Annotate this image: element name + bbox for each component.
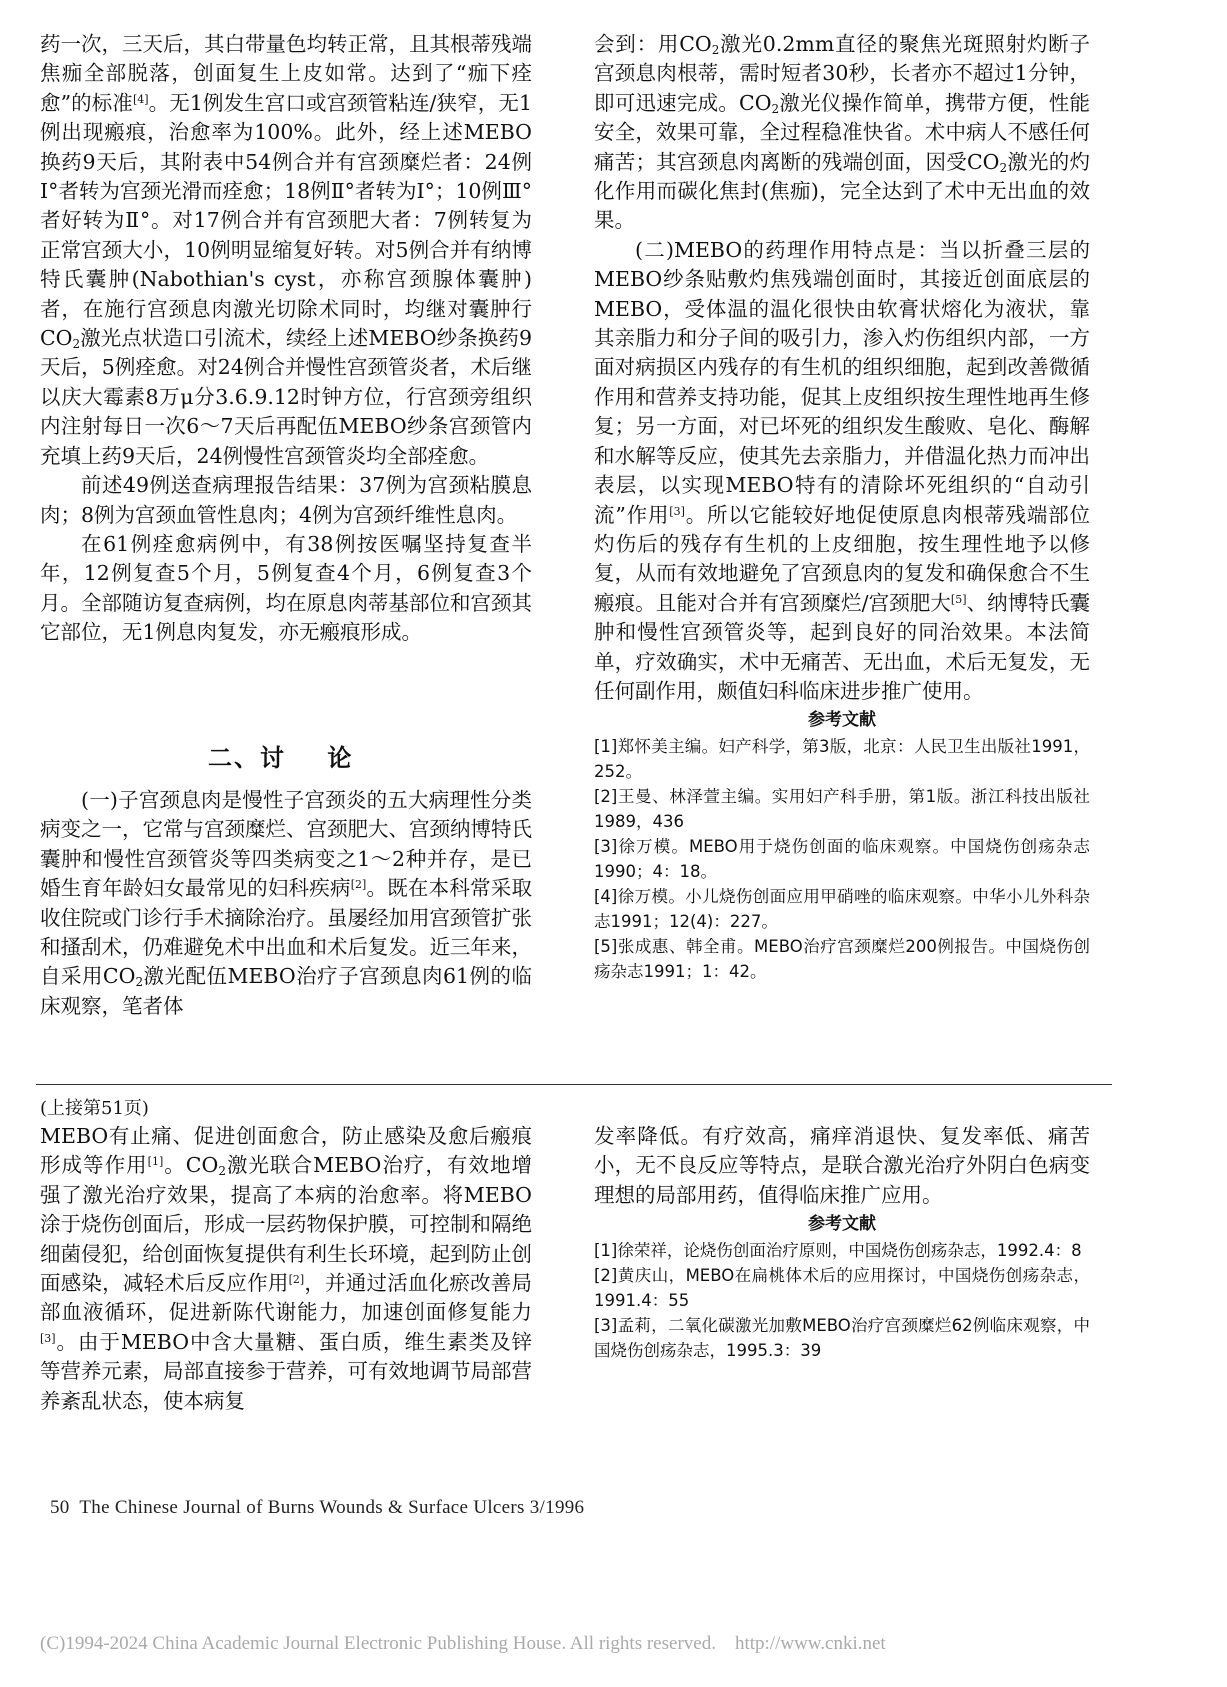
page-footer: 50 The Chinese Journal of Burns Wounds & Surface Ulcers 3/1996	[50, 1497, 585, 1518]
copyright-watermark: (C)1994-2024 China Academic Journal Electronic Publishing House. All rights reserved. http://www.cnki.net	[40, 1633, 886, 1654]
upper-right-column	[594, 30, 1090, 984]
paragraph: 药一次，三天后，其白带量色均转正常，且其根蒂残端焦痂全部脱落，创面复生上皮如常。达到了“痂下痊愈”的标准[4]。无1例发生宫口或宫颈管粘连/狭窄，无1例出现瘢痕，治愈率为100%。此外，经上述MEBO换药9天后，其附表中54例合并有宫颈糜烂者：24例Ⅰ°者转为宫颈光滑而痊愈；18例Ⅱ°者转为Ⅰ°；10例Ⅲ°者好转为Ⅱ°。对17例合并有宫颈肥大者：7例转复为正常宫颈大小，10例明显缩复好转。对5例合并有纳博特氏囊肿(Nabothian's cyst，亦称宫颈腺体囊肿)者，在施行宫颈息肉激光切除术同时，均继对囊肿行$CO_2$激光点状造口引流术，续经上述MEBO纱条换药9天后，5例痊愈。对24例合并慢性宫颈管炎者，术后继以庆大霉素8万μ分3.6.9.12时钟方位，行宫颈旁组织内注射每日一次6～7天后再配伍MEBO纱条宫颈管内充填上药9天后，24例慢性宫颈管炎均全部痊愈。	[40, 32, 532, 468]
section-heading: 二、讨 论	[208, 744, 354, 772]
reference-item: [1]郑怀美主编。妇产科学，第3版，北京：人民卫生出版社1991，252。	[594, 737, 1090, 782]
upper-left-column-discussion	[40, 786, 532, 1021]
upper-left-column	[40, 30, 532, 648]
reference-item: [1]徐荣祥，论烧伤创面治疗原则，中国烧伤创疡杂志，1992.4：8	[594, 1241, 1082, 1261]
continued-from-label: (上接第51页)	[40, 1098, 149, 1119]
paragraph: (二)MEBO的药理作用特点是：当以折叠三层的MEBO纱条贴敷灼焦残端创面时，其接近创面底层的MEBO，受体温的温化很快由软膏状熔化为液状，靠其亲脂力和分子间的吸引力，渗入灼伤组织内部，一方面对病损区内残存的有生机的组织细胞，起到改善微循作用和营养支持功能，促其上皮组织按生理性地再生修复；另一方面，对已坏死的组织发生酸败、皂化、酶解和水解等反应，使其先去亲脂力，并借温化热力而冲出表层，以实现MEBO特有的清除坏死组织的“自动引流”作用[3]。所以它能较好地促使原息肉根蒂残端部位灼伤后的残存有生机的上皮细胞，按生理性地予以修复，从而有效地避免了宫颈息肉的复发和确保愈合不生瘢痕。且能对合并有宫颈糜烂/宫颈肥大[5]、纳博特氏囊肿和慢性宫颈管炎等，起到良好的同治效果。本法简单，疗效确实，术中无痛苦、无出血，术后无复发，无任何副作用，颇值妇科临床进步推广使用。	[594, 237, 1091, 703]
paragraph: 会到：用$CO_2$激光0.2mm直径的聚焦光斑照射灼断子宫颈息肉根蒂，需时短者30秒，长者亦不超过1分钟，即可迅速完成。$CO_2$激光仪操作简单，携带方便，性能安全，效果可靠，全过程稳准快省。术中病人不感任何痛苦；其宫颈息肉离断的残端创面，因受$CO_2$激光的灼化作用而碳化焦封(焦痂)，完全达到了术中无出血的效果。	[594, 32, 1090, 233]
reference-item: [5]张成惠、韩全甫。MEBO治疗宫颈糜烂200例报告。中国烧伤创疡杂志1991；1：42。	[594, 937, 1090, 982]
reference-item: [3]徐万模。MEBO用于烧伤创面的临床观察。中国烧伤创疡杂志1990；4：18。	[594, 837, 1090, 882]
reference-item: [2]王曼、林泽萱主编。实用妇产科手册，第1版。浙江科技出版社1989，436	[594, 787, 1090, 832]
reference-item: [2]黄庆山，MEBO在扁桃体术后的应用探讨，中国烧伤创疡杂志，1991.4：55	[594, 1266, 1090, 1311]
reference-item: [4]徐万模。小儿烧伤创面应用甲硝唑的临床观察。中华小儿外科杂志1991；12(4)：227。	[594, 887, 1090, 932]
paragraph: MEBO有止痛、促进创面愈合，防止感染及愈后瘢痕形成等作用[1]。$CO_2$激光联合MEBO治疗，有效地增强了激光治疗效果，提高了本病的治愈率。将MEBO涂于烧伤创面后，形成一层药物保护膜，可控制和隔绝细菌侵犯，给创面恢复提供有利生长环境，起到防止创面感染，减轻术后反应作用[2]，并通过活血化瘀改善局部血液循环，促进新陈代谢能力，加速创面修复能力[3]。由于MEBO中含大量糖、蛋白质，维生素类及锌等营养元素，局部直接参于营养，可有效地调节局部营养紊乱状态，使本病复	[40, 1124, 533, 1413]
references-title: 参考文献	[808, 710, 876, 731]
lower-left-column	[40, 1122, 532, 1416]
references-title: 参考文献	[808, 1214, 876, 1235]
section-divider	[36, 1084, 1112, 1085]
reference-item: [3]孟莉，二氧化碳激光加敷MEBO治疗宫颈糜烂62例临床观察，中国烧伤创疡杂志，1995.3：39	[594, 1316, 1090, 1361]
lower-right-column	[594, 1122, 1090, 1363]
paragraph: 前述49例送查病理报告结果：37例为宫颈粘膜息肉；8例为宫颈血管性息肉；4例为宫颈纤维性息肉。	[40, 473, 532, 527]
paragraph: (一)子宫颈息肉是慢性子宫颈炎的五大病理性分类病变之一，它常与宫颈糜烂、宫颈肥大、宫颈纳博特氏囊肿和慢性宫颈管炎等四类病变之1～2种并存，是已婚生育年龄妇女最常见的妇科疾病[2]。既在本科常采取收住院或门诊行手术摘除治疗。虽屡经加用宫颈管扩张和搔刮术，仍难避免术中出血和术后复发。近三年来，自采用$CO_2$激光配伍MEBO治疗子宫颈息肉61例的临床观察，笔者体	[40, 788, 533, 1018]
paragraph: 在61例痊愈病例中，有38例按医嘱坚持复查半年，12例复查5个月，5例复查4个月，6例复查3个月。全部随访复查病例，均在原息肉蒂基部位和宫颈其它部位，无1例息肉复发，亦无瘢痕形成。	[40, 531, 532, 645]
paragraph: 发率降低。有疗效高，痛痒消退快、复发率低、痛苦小，无不良反应等特点，是联合激光治疗外阴白色病变理想的局部用药，值得临床推广应用。	[594, 1124, 1090, 1207]
